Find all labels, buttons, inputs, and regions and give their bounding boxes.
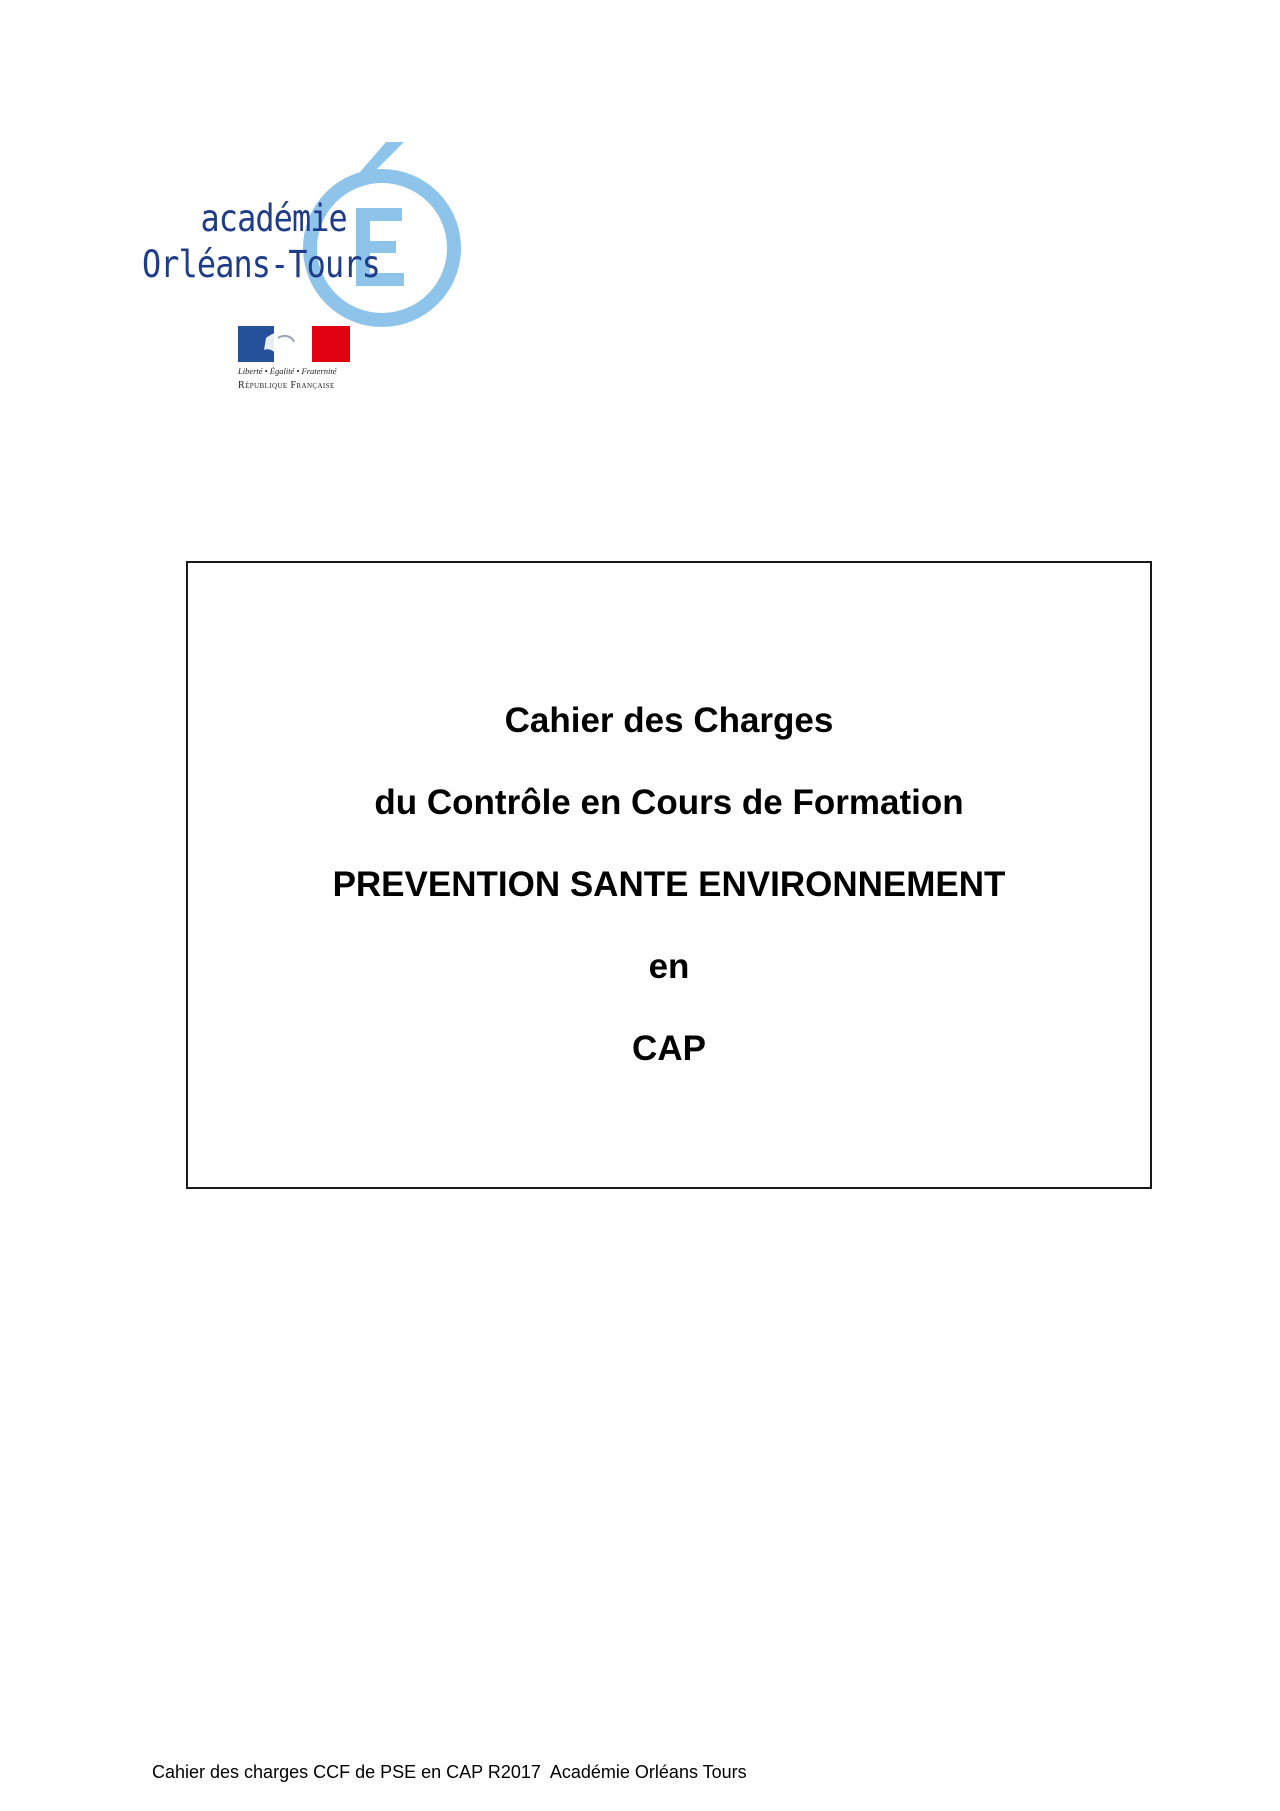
republic-name: République Française [238,380,335,391]
title-box [186,561,1152,1189]
title-line-3: PREVENTION SANTE ENVIRONNEMENT [332,865,1006,904]
academie-city: Orléans-Tours [142,243,380,286]
title-line-2: du Contrôle en Cours de Formation [374,783,964,822]
title-line-1: Cahier des Charges [504,701,834,740]
republic-motto: Liberté • Égalité • Fraternité [238,366,337,376]
marianne-flag-icon [238,326,350,362]
academie-name [142,196,380,288]
academie-logo [138,138,478,398]
page-footer: Cahier des charges CCF de PSE en CAP R2017 Académie Orléans Tours [152,1762,747,1782]
academie-word: académie [200,197,347,240]
title-line-5: CAP [632,1029,706,1068]
title-line-4: en [648,947,690,986]
